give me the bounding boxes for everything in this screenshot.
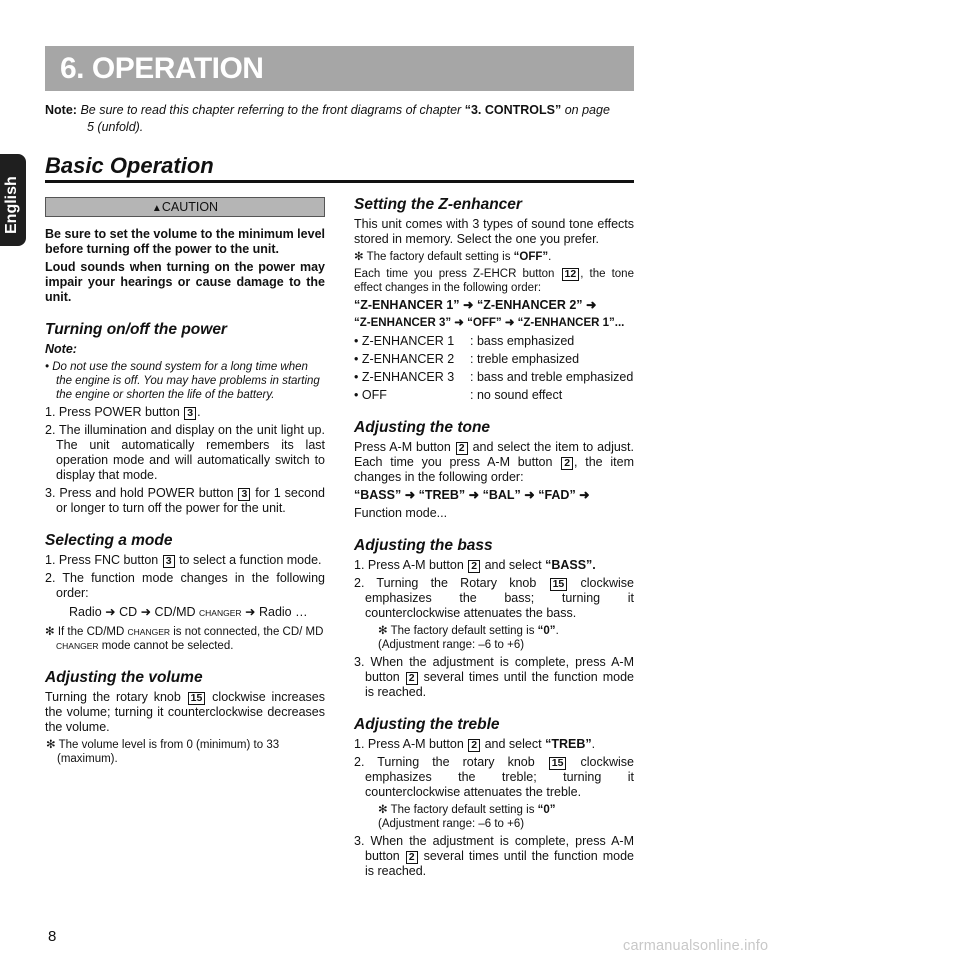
treble-heading: Adjusting the treble <box>354 716 500 733</box>
list-item: • Z-ENHANCER 2 : treble emphasized <box>354 352 580 366</box>
bass-heading: Adjusting the bass <box>354 537 493 554</box>
mode-step-1: 1. Press FNC button 3 to select a function mode. <box>45 553 322 567</box>
list-item: • Z-ENHANCER 1 : bass emphasized <box>354 334 575 348</box>
zenh-intro: This unit comes with 3 types of sound tone effects stored in memory. Select the one you prefer. <box>354 217 634 246</box>
button-3-key: 3 <box>238 488 250 501</box>
tone-heading: Adjusting the tone <box>354 419 491 436</box>
button-15-key: 15 <box>188 692 206 705</box>
treble-step-1: 1. Press A-M button 2 and select “TREB”. <box>354 737 596 751</box>
right-column <box>354 196 634 882</box>
mode-heading: Selecting a mode <box>45 532 173 549</box>
treble-step-2: 2. Turning the rotary knob 15 clockwise emphasizes the treble; turning it counterclockwise attenuates the treble. <box>354 755 634 799</box>
note-label: Note: <box>45 103 77 117</box>
button-2-key: 2 <box>456 442 468 455</box>
language-tab-label: English <box>3 176 20 234</box>
caution-text <box>45 227 325 305</box>
button-2-key: 2 <box>561 457 573 470</box>
caution-line: Be sure to set the volume to the minimum level before turning off the power to the unit. <box>45 227 325 256</box>
mode-flow: Radio ➜ CD ➜ CD/MD CHANGER ➜ Radio … <box>69 605 308 619</box>
button-3-key: 3 <box>163 555 175 568</box>
bass-step-3: 3. When the adjustment is complete, press A-M button 2 several times until the function mode is reached. <box>354 655 634 699</box>
note-text-3: 5 (unfold). <box>87 120 144 134</box>
power-heading: Turning on/off the power <box>45 321 227 338</box>
zenh-list <box>354 334 634 403</box>
tone-text: Press A-M button 2 and select the item to adjust. Each time you press A-M button 2 , the item changes in the following order: <box>354 440 635 484</box>
bass-step-2: 2. Turning the Rotary knob 15 clockwise emphasizes the bass; turning it counterclockwise attenuates the bass. <box>354 576 634 620</box>
left-column <box>45 196 325 769</box>
language-tab <box>0 154 26 246</box>
list-item: • Z-ENHANCER 3 : bass and treble emphasized <box>354 370 634 384</box>
power-step-1: 1. Press POWER button 3 . <box>45 405 201 419</box>
button-2-key: 2 <box>406 672 418 685</box>
watermark: carmanualsonline.info <box>623 938 769 954</box>
caution-banner <box>45 197 325 217</box>
bass-factory: ✻ The factory default setting is “0”. (Adjustment range: –6 to +6) <box>378 625 559 651</box>
mode-step-2: 2. The function mode changes in the following order: <box>45 571 325 600</box>
caution-line: Loud sounds when turning on the power may impair your hearings or cause damage to the unit. <box>45 260 325 304</box>
treble-step-3: 3. When the adjustment is complete, press A-M button 2 several times until the function mode is reached. <box>354 834 634 878</box>
volume-heading: Adjusting the volume <box>45 669 203 686</box>
note-ref: “3. CONTROLS” <box>464 103 562 117</box>
button-3-key: 3 <box>184 407 196 420</box>
zenh-factory: ✻ The factory default setting is “OFF”. <box>354 251 552 263</box>
button-2-key: 2 <box>406 851 418 864</box>
power-note-text: • Do not use the sound system for a long time when the engine is off. You may have problems in starting the engine or shorten the life of the battery. <box>45 361 320 401</box>
section-title: Basic Operation <box>45 153 634 183</box>
page-number: 8 <box>48 928 57 945</box>
note-text: Be sure to read this chapter referring to the front diagrams of chapter <box>80 103 462 117</box>
warning-icon: ▲ <box>151 203 162 214</box>
caution-label: CAUTION <box>161 200 219 214</box>
button-15-key: 15 <box>549 757 567 770</box>
chapter-title: 6. OPERATION <box>60 52 264 85</box>
power-note-label: Note: <box>45 342 77 356</box>
mode-note: ✻ If the CD/MD CHANGER is not connected, the CD/ MD CHANGER mode cannot be selected. <box>45 626 324 652</box>
bass-step-1: 1. Press A-M button 2 and select “BASS”. <box>354 558 596 572</box>
treble-factory: ✻ The factory default setting is “0” (Adjustment range: –6 to +6) <box>378 804 556 830</box>
button-12-key: 12 <box>562 268 580 281</box>
power-step-3: 3. Press and hold POWER button 3 for 1 second or longer to turn off the power for the unit. <box>45 486 325 515</box>
tone-order: “BASS” ➜ “TREB” ➜ “BAL” ➜ “FAD” ➜ <box>354 488 590 502</box>
chapter-note <box>45 102 635 136</box>
tone-order-end: Function mode... <box>354 506 448 520</box>
button-2-key: 2 <box>468 560 480 573</box>
volume-note: ✻ The volume level is from 0 (minimum) to 33 (maximum). <box>46 739 280 765</box>
list-item: • OFF : no sound effect <box>354 388 563 402</box>
zenh-order-2: “Z-ENHANCER 3” ➜ “OFF” ➜ “Z-ENHANCER 1”... <box>354 317 625 329</box>
zenh-order-1: “Z-ENHANCER 1” ➜ “Z-ENHANCER 2” ➜ <box>354 298 597 312</box>
chapter-header <box>45 46 634 91</box>
volume-text: Turning the rotary knob 15 clockwise increases the volume; turning it counterclockwise decreases the volume. <box>45 690 325 734</box>
zenh-heading: Setting the Z-enhancer <box>354 196 522 213</box>
note-text-2: on page <box>564 103 610 117</box>
power-step-2: 2. The illumination and display on the unit light up. The unit automatically remembers its last operation mode and will automatically switch to display that mode. <box>45 423 325 482</box>
button-15-key: 15 <box>550 578 568 591</box>
button-2-key: 2 <box>468 739 480 752</box>
zenh-each: Each time you press Z-EHCR button 12 , the tone effect changes in the following order: <box>354 268 634 294</box>
